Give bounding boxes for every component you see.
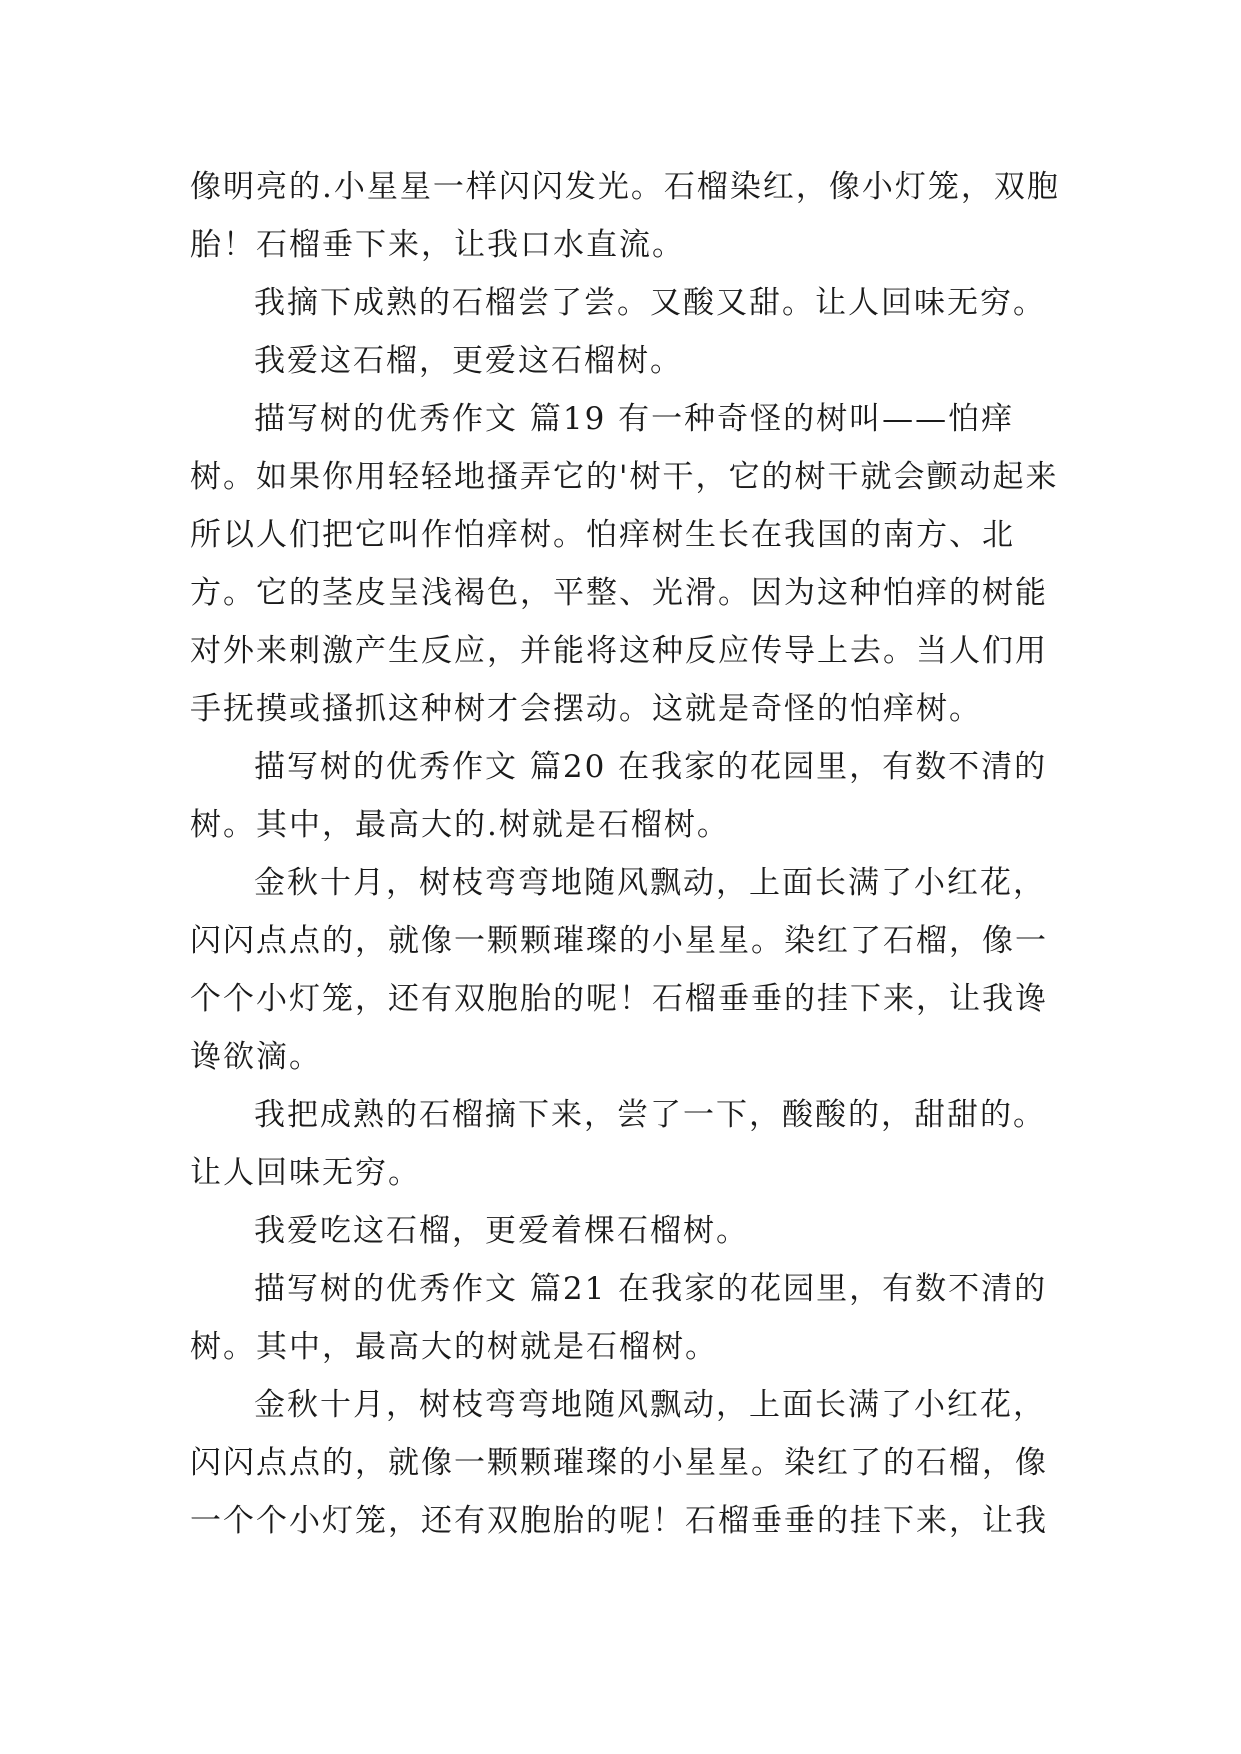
paragraph: 我把成熟的石榴摘下来，尝了一下，酸酸的，甜甜的。让人回味无穷。 bbox=[190, 1097, 1046, 1191]
paragraph: 我爱吃这石榴，更爱着棵石榴树。 bbox=[254, 1213, 749, 1249]
paragraph: 金秋十月，树枝弯弯地随风飘动，上面长满了小红花，闪闪点点的，就像一颗颗璀璨的小星星。染红了石榴，像一个个小灯笼，还有双胞胎的呢！石榴垂垂的挂下来，让我谗谗欲滴。 bbox=[190, 865, 1048, 1075]
document-body bbox=[190, 158, 1070, 1550]
paragraph: 金秋十月，树枝弯弯地随风飘动，上面长满了小红花，闪闪点点的，就像一颗颗璀璨的小星星。染红了的石榴，像一个个小灯笼，还有双胞胎的呢！石榴垂垂的挂下来，让我 bbox=[190, 1387, 1048, 1539]
paragraph: 描写树的优秀作文 篇19 有一种奇怪的树叫——怕痒树。如果你用轻轻地搔弄它的'树干，它的树干就会颤动起来所以人们把它叫作怕痒树。怕痒树生长在我国的南方、北方。它的茎皮呈浅褐色，平整、光滑。因为这种怕痒的树能对外来刺激产生反应，并能将这种反应传导上去。当人们用手抚摸或搔抓这种树才会摆动。这就是奇怪的怕痒树。 bbox=[190, 401, 1059, 727]
paragraph: 描写树的优秀作文 篇21 在我家的花园里，有数不清的树。其中，最高大的树就是石榴树。 bbox=[190, 1271, 1048, 1365]
paragraph: 像明亮的.小星星一样闪闪发光。石榴染红，像小灯笼，双胞胎！石榴垂下来，让我口水直流。 bbox=[190, 169, 1060, 263]
paragraph: 我爱这石榴，更爱这石榴树。 bbox=[254, 343, 683, 379]
paragraph: 描写树的优秀作文 篇20 在我家的花园里，有数不清的树。其中，最高大的.树就是石榴树。 bbox=[190, 749, 1048, 843]
paragraph: 我摘下成熟的石榴尝了尝。又酸又甜。让人回味无穷。 bbox=[254, 285, 1046, 321]
